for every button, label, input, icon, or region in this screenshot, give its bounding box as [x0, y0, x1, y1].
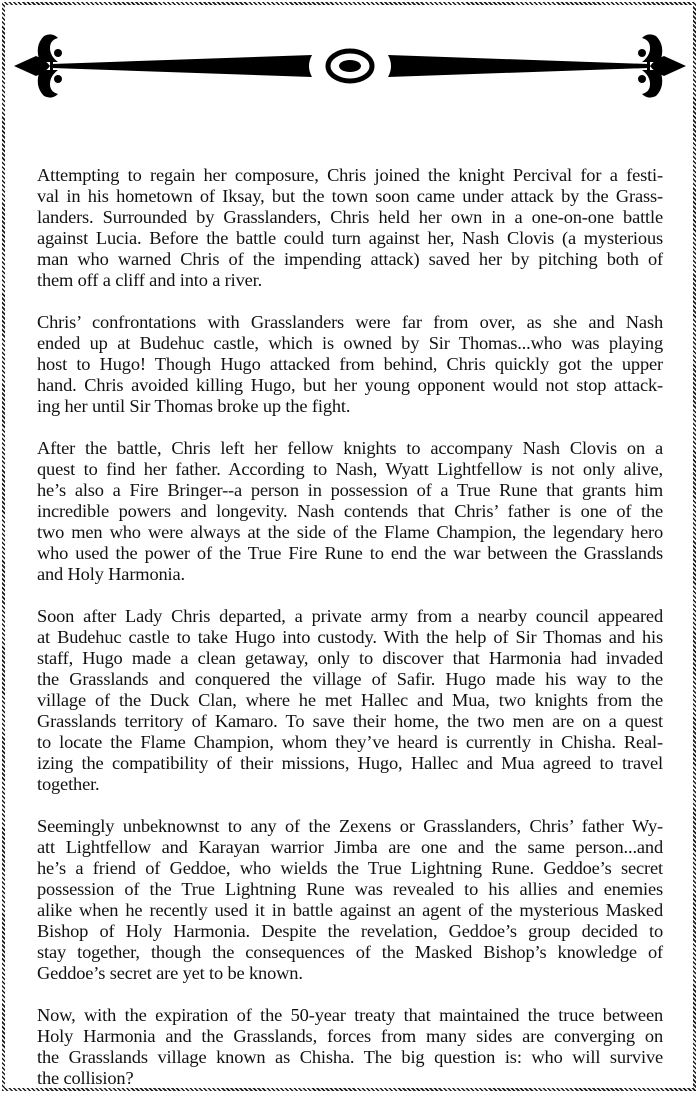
text-line: them off a cliff and into a river. — [37, 270, 263, 290]
header-ornament — [0, 20, 700, 120]
text-line: After the battle, Chris left her fellow knights to accompany Nash Clovis on a — [37, 438, 663, 458]
text-line: ended up at Budehuc castle, which is owned by Sir Thomas...who was playing — [37, 333, 663, 353]
text-line: host to Hugo! Though Hugo attacked from behind, Chris quickly got the upper — [37, 354, 663, 374]
text-line: att Lightfellow and Karayan warrior Jimba are one and the same person...and — [37, 837, 663, 857]
paragraph-geddoe-secret — [37, 816, 663, 984]
text-line: who used the power of the True Fire Rune to end the war between the Grasslands — [37, 543, 663, 563]
fleur-de-lis-divider-icon — [0, 20, 700, 120]
text-line: two men who were always at the side of the Flame Champion, the legendary hero — [37, 522, 663, 542]
paragraph-chisha-conclusion — [37, 1005, 663, 1089]
text-line: and Holy Harmonia. — [37, 564, 185, 584]
text-line: the Grasslands and conquered the village of Safir. Hugo made his way to the — [37, 669, 663, 689]
text-line: izing the compatibility of their missions, Hugo, Hallec and Mua agreed to travel — [37, 753, 663, 773]
text-line: the collision? — [37, 1068, 134, 1088]
paragraph-iksay-attack — [37, 165, 663, 291]
text-line: alike when he recently used it in battle against an agent of the mysterious Masked — [37, 900, 663, 920]
text-line: man who warned Chris of the impending attack) saved her by pitching both of — [37, 249, 663, 269]
story-summary — [37, 165, 663, 1110]
text-line: at Budehuc castle to take Hugo into custody. With the help of Sir Thomas and his — [37, 627, 663, 647]
text-line: hand. Chris avoided killing Hugo, but her young opponent would not stop attack- — [37, 375, 663, 395]
text-line: together. — [37, 774, 100, 794]
text-line: Chris’ confrontations with Grasslanders were far from over, as she and Nash — [37, 312, 663, 332]
text-line: the Grasslands village known as Chisha. The big question is: who will survive — [37, 1047, 663, 1067]
text-line: ing her until Sir Thomas broke up the fight. — [37, 396, 351, 416]
text-line: val in his hometown of Iksay, but the town soon came under attack by the Grass- — [37, 186, 663, 206]
text-line: staff, Hugo made a clean getaway, only to discover that Harmonia had invaded — [37, 648, 663, 668]
text-line: he’s also a Fire Bringer--a person in possession of a True Rune that grants him — [37, 480, 663, 500]
text-line: he’s a friend of Geddoe, who wields the True Lightning Rune. Geddoe’s secret — [37, 858, 663, 878]
text-line: Bishop of Holy Harmonia. Despite the revelation, Geddoe’s group decided to — [37, 921, 663, 941]
text-line: to locate the Flame Champion, whom they’ve heard is currently in Chisha. Real- — [37, 732, 663, 752]
text-line: Soon after Lady Chris departed, a private army from a nearby council appeared — [37, 606, 663, 626]
paragraph-fire-bringer — [37, 438, 663, 585]
text-line: Holy Harmonia and the Grasslands, forces from many sides are converging on — [37, 1026, 663, 1046]
text-line: against Lucia. Before the battle could turn against her, Nash Clovis (a mysterious — [37, 228, 663, 248]
paragraph-hugo-journey — [37, 606, 663, 795]
text-line: possession of the True Lightning Rune was revealed to his allies and enemies — [37, 879, 663, 899]
text-line: Grasslands territory of Kamaro. To save their home, the two men are on a quest — [37, 711, 663, 731]
text-line: quest to find her father. According to Nash, Wyatt Lightfellow is not only alive, — [37, 459, 663, 479]
text-line: incredible powers and longevity. Nash contends that Chris’ father is one of the — [37, 501, 663, 521]
text-line: Attempting to regain her composure, Chris joined the knight Percival for a festi- — [37, 165, 663, 185]
text-line: Now, with the expiration of the 50-year treaty that maintained the truce between — [37, 1005, 663, 1025]
text-line: village of the Duck Clan, where he met Hallec and Mua, two knights from the — [37, 690, 663, 710]
text-line: Geddoe’s secret are yet to be known. — [37, 963, 303, 983]
paragraph-budehuc-castle — [37, 312, 663, 417]
text-line: landers. Surrounded by Grasslanders, Chris held her own in a one-on-one battle — [37, 207, 663, 227]
text-line: Seemingly unbeknownst to any of the Zexens or Grasslanders, Chris’ father Wy- — [37, 816, 663, 836]
text-line: stay together, though the consequences of the Masked Bishop’s knowledge of — [37, 942, 663, 962]
